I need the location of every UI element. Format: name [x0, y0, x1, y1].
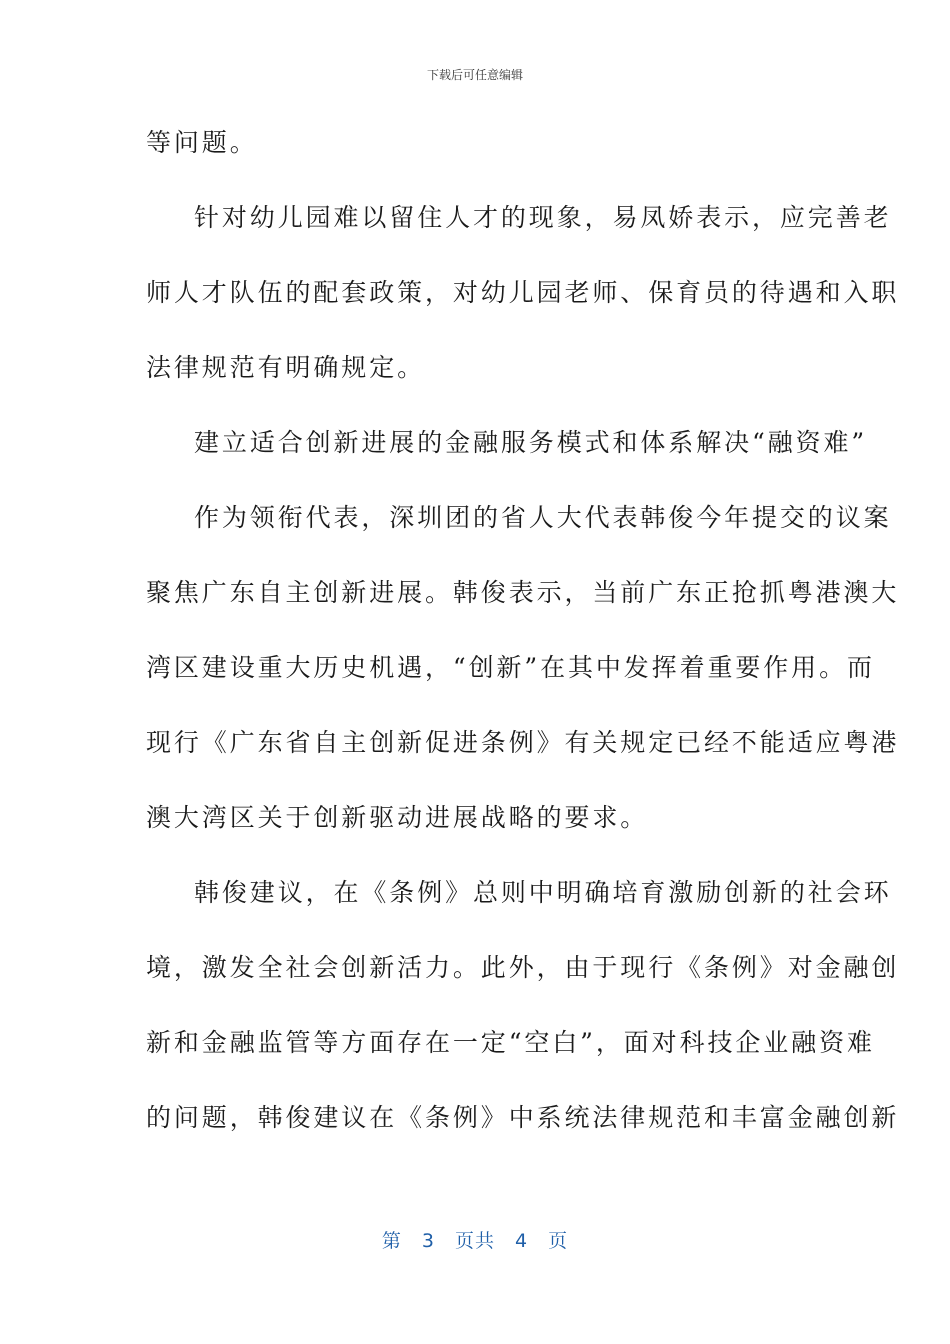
text-line: 韩俊建议，在《条例》总则中明确培育激励创新的社会环: [194, 878, 892, 907]
text-line: 境，激发全社会创新活力。此外，由于现行《条例》对金融创: [146, 953, 900, 982]
total-pages-number: 4: [515, 1230, 529, 1252]
text-line: 湾区建设重大历史机遇，“创新”在其中发挥着重要作用。而: [146, 653, 875, 682]
document-body: [146, 118, 900, 1168]
text-line: 的问题，韩俊建议在《条例》中系统法律规范和丰富金融创新: [146, 1103, 900, 1132]
text-line: 新和金融监管等方面存在一定“空白”，面对科技企业融资难: [146, 1028, 875, 1057]
text-line: 现行《广东省自主创新促进条例》有关规定已经不能适应粤港: [146, 728, 900, 757]
text-line: 作为领衔代表，深圳团的省人大代表韩俊今年提交的议案: [194, 503, 892, 532]
text-line: 等问题。: [146, 128, 258, 157]
text-line: 师人才队伍的配套政策，对幼儿园老师、保育员的待遇和入职: [146, 278, 900, 307]
page-header: 下载后可任意编辑: [426, 68, 523, 82]
text-line: 法律规范有明确规定。: [146, 353, 426, 382]
section-heading: 建立适合创新进展的金融服务模式和体系解决“融资难”: [194, 428, 868, 457]
text-line: 澳大湾区关于创新驱动进展战略的要求。: [146, 803, 649, 832]
footer-suffix: 页: [548, 1230, 569, 1252]
footer-prefix: 第: [381, 1230, 402, 1252]
text-line: 聚焦广东自主创新进展。韩俊表示，当前广东正抢抓粤港澳大: [146, 578, 900, 607]
text-line: 针对幼儿园难以留住人才的现象，易凤娇表示，应完善老: [194, 203, 892, 232]
current-page-number: 3: [421, 1230, 435, 1252]
footer-middle: 页共: [454, 1230, 495, 1252]
page-number-footer: [0, 1226, 950, 1253]
